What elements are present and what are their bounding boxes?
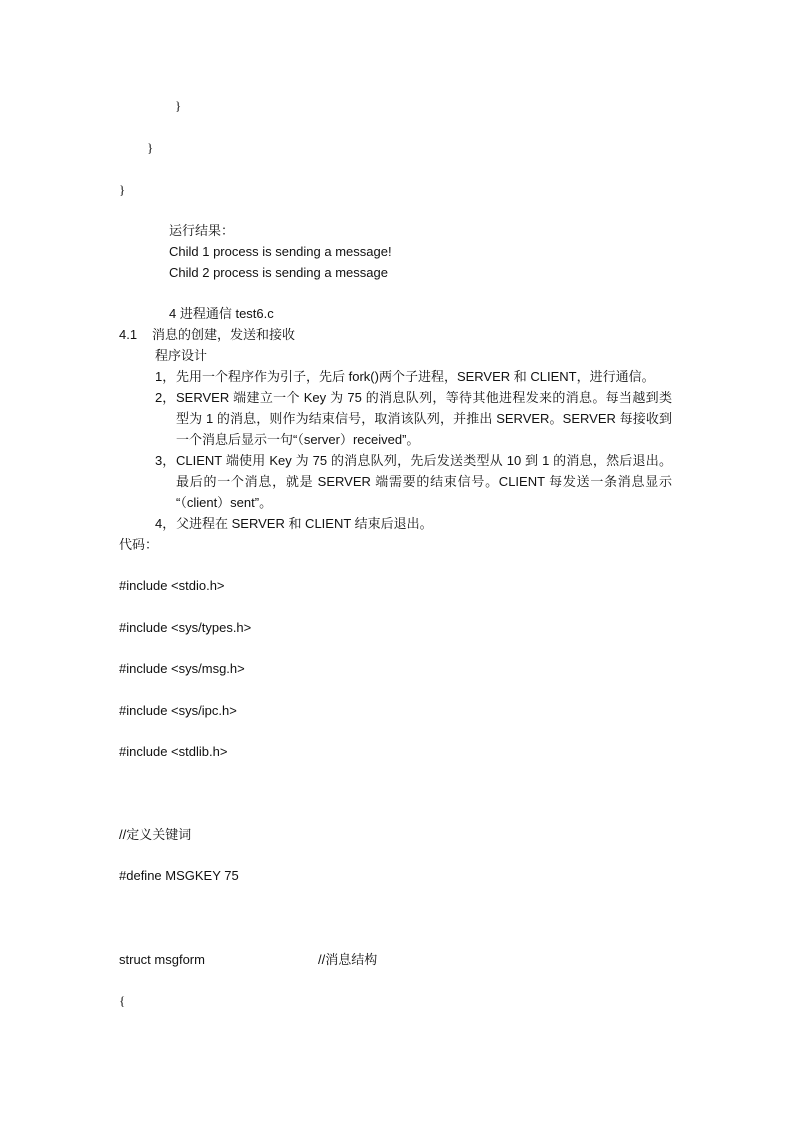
subsection-title: 消息的创建，发送和接收 [152, 327, 296, 342]
code-include-line: #include <stdio.h> [119, 578, 225, 593]
code-define-line: #define MSGKEY 75 [119, 868, 239, 883]
code-include-line: #include <sys/types.h> [119, 620, 252, 635]
code-struct-declaration: struct msgform [119, 952, 205, 967]
code-include-line: #include <sys/msg.h> [119, 661, 245, 676]
list-item-text: 父进程在 SERVER 和 CLIENT 结束后退出。 [176, 516, 433, 531]
list-item-number: 2， [155, 390, 176, 405]
code-closing-brace: } [119, 182, 126, 197]
code-comment: //消息结构 [318, 952, 378, 967]
list-item-number: 1， [155, 369, 176, 384]
code-closing-brace: } [175, 98, 182, 113]
list-item-text: 先用一个程序作为引子，先后 fork()两个子进程，SERVER 和 CLIENT，进行通信。 [176, 369, 655, 384]
list-item-text: CLIENT 端使用 Key 为 75 的消息队列，先后发送类型从 10 到 1 的消息，然后退出。 [176, 453, 672, 468]
list-item-number: 3， [155, 453, 176, 468]
code-comment: //定义关键词 [119, 827, 192, 842]
code-include-line: #include <sys/ipc.h> [119, 703, 237, 718]
design-heading: 程序设计 [155, 348, 208, 363]
list-item-text: 型为 1 的消息，则作为结束信号，取消该队列，并推出 SERVER。SERVER 每接收到 [176, 411, 672, 426]
list-item-text: 最后的一个消息，就是 SERVER 端需要的结束信号。CLIENT 每发送一条消息显示 [176, 474, 672, 489]
code-closing-brace: } [147, 140, 154, 155]
section-title: 4 进程通信 test6.c [169, 306, 274, 321]
list-item-number: 4， [155, 516, 176, 531]
code-label: 代码： [119, 537, 159, 552]
code-opening-brace: { [119, 993, 126, 1008]
list-item-text: “（client）sent”。 [176, 495, 273, 510]
result-line: Child 1 process is sending a message! [169, 244, 392, 259]
result-heading: 运行结果： [169, 223, 235, 238]
result-line: Child 2 process is sending a message [169, 265, 388, 280]
list-item-text: SERVER 端建立一个 Key 为 75 的消息队列，等待其他进程发来的消息。每当越到类 [176, 390, 672, 405]
list-item-text: 一个消息后显示一句“（server）received”。 [176, 432, 420, 447]
subsection-number: 4.1 [119, 327, 138, 342]
code-include-line: #include <stdlib.h> [119, 744, 228, 759]
